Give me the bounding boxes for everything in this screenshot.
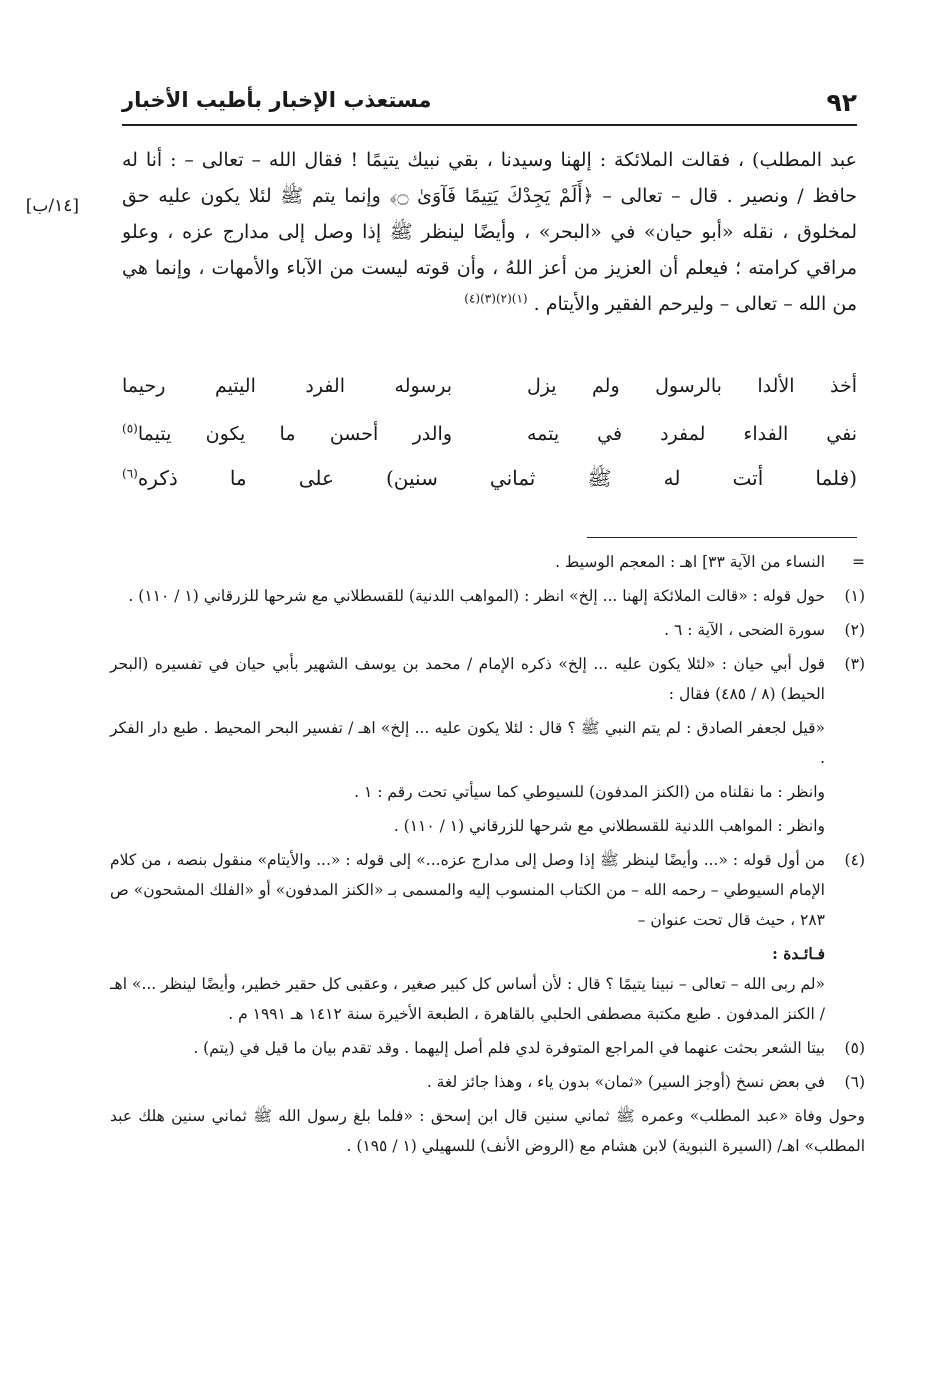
footnote-3-quote: «قيل لجعفر الصادق : لم يتم النبي ﷺ ؟ قال : لئلا يكون عليه ... إلخ» اهـ / تفسير البحر المحيط . طبع دار الفكر . [110,719,825,767]
footnote-number: (٢) [844,621,865,639]
footnote-2 [110,615,865,645]
main-paragraph [122,142,857,322]
footnote-text: النساء من الآية ٣٣] اهـ : المعجم الوسيط . [555,553,825,571]
footnote-3 [110,649,865,709]
footnote-number: = [852,553,865,571]
poem [122,362,857,458]
verse-2-second-hemistich [122,423,452,445]
footnote-number: (١) [844,587,865,605]
faida-text: «لم ربى الله – تعالى – نبينا يتيمًا ؟ قال : لأن أساس كل كبير صغير ، وعقبى كل حقير خطير، وأيضًا لينظر ...» اهـ / الكنز المدفون . طبع مكتبة مصطفى الحلبي بالقاهرة ، الطبعة الأخيرة سنة ١٤١٢ هـ ١٩٩١ م . [110,975,825,1023]
page-number: ٩٢ [826,88,857,117]
footnote-number: (٥) [844,1039,865,1057]
footnote-6 [110,1067,865,1097]
verse-2-second-hemistich-text: والدر أحسن ما يكون يتيما [137,423,452,445]
footnote-ref-5[interactable]: (٥) [122,421,138,436]
footnote-3-see-also-1: وانظر : ما نقلناه من (الكنز المدفون) للسيوطي كما سيأتي تحت رقم : ١ . [354,783,825,801]
footnote-ref-6[interactable]: (٦) [122,466,138,481]
margin-folio-note: [١٤/ب] [25,196,79,216]
footnote-text: بيتا الشعر بحثت عنهما في المراجع المتوفرة لدي فلم أصل إليهما . وقد تقدم بيان ما قيل في (يتم) . [193,1039,825,1057]
footnote-6-continuation: وحول وفاة «عبد المطلب» وعمره ﷺ ثماني سنين قال ابن إسحق : «فلما بلغ رسول الله ﷺ ثماني سنين هلك عبد المطلب» اهـ/ (السيرة النبوية) لابن هشام مع (الروض الأنف) للسهيلي (١ / ١٩٥) . [110,1107,865,1155]
footnote-text: حول قوله : «قالت الملائكة إلهنا ... إلخ» انظر : (المواهب اللدنية) للقسطلاني مع شرحها للزرقاني (١ / ١١٠) . [128,587,825,605]
footnote-text: من أول قوله : «... وأيضًا لينظر ﷺ إذا وصل إلى مدارج عزه...» إلى قوله : «... والأيتام» منقول بنصه ، من كلام الإمام السيوطي – رحمه الله – من الكتاب المنسوب إليه والمسمى بـ «الكنز المدفون» أو «الفلك المشحون» ص ٢٨٣ ، حيث قال تحت عنوان – [110,851,825,929]
footnote-number: (٤) [844,851,865,869]
main-text [122,142,857,322]
matn-line [122,466,857,495]
footnote-carryover [110,547,865,577]
matn-line-text: (فلما أتت له ﷺ ثماني سنين) على ما ذكره [137,466,857,490]
footnote-text: سورة الضحى ، الآية : ٦ . [664,621,825,639]
footnotes [110,547,865,1165]
main-paragraph-text: عبد المطلب) ، فقالت الملائكة : إلهنا وسيدنا ، بقي نبيك يتيمًا ! فقال الله – تعالى – : أنا له حافظ / ونصير . قال – تعالى – ﴿أَلَمْ يَجِدْكَ يَتِيمًا فَآوَىٰ ۝﴾ وإنما يتم ﷺ لئلا يكون عليه حق لمخلوق ، نقله «أبو حيان» في «البحر» ، وأيضًا لينظر ﷺ إذا وصل إلى مدارج عزه ، وعلو مراقي كرامته ؛ فيعلم أن العزيز من أعز اللهُ ، وأن قوته ليست من الآباء والأمهات ، وإنما هي من الله – تعالى – وليرحم الفقير والأيتام . [122,149,857,315]
footnote-ref-3[interactable]: (٣) [480,291,496,306]
page-header [122,88,857,126]
verse-1-first-hemistich: أخذ الألدا بالرسول ولم يزل [527,375,857,397]
footnote-separator [587,537,857,538]
footnote-ref-2[interactable]: (٢) [495,291,512,306]
footnote-number: (٦) [844,1073,865,1091]
footnote-3-see-also-2: وانظر : المواهب اللدنية للقسطلاني مع شرحها للزرقاني (١ / ١١٠) . [393,817,825,835]
footnote-number: (٣) [844,655,865,673]
faida-heading: فـائـدة : [772,944,825,963]
verse-1-second-hemistich: برسوله الفرد اليتيم رحيما [122,375,452,397]
footnote-1 [110,581,865,611]
verse-2-first-hemistich: نفي الفداء لمفرد في يتمه [527,423,857,445]
poem-verse-1 [122,362,857,410]
footnote-4 [110,845,865,935]
footnote-ref-1[interactable]: (١) [511,291,528,306]
poem-verse-2 [122,410,857,458]
footnote-text: قول أبي حيان : «لئلا يكون عليه ... إلخ» ذكره الإمام / محمد بن يوسف الشهير بأبي حيان في تفسيره (البحر الحيط) (٨ / ٤٨٥) فقال : [110,655,825,703]
footnote-text: في بعض نسخ (أوجز السير) «ثمان» بدون ياء ، وهذا جائز لغة . [426,1073,825,1091]
running-title: مستعذب الإخبار بأطيب الأخبار [122,88,432,112]
footnote-ref-4[interactable]: (٤) [464,291,481,306]
footnote-5 [110,1033,865,1063]
